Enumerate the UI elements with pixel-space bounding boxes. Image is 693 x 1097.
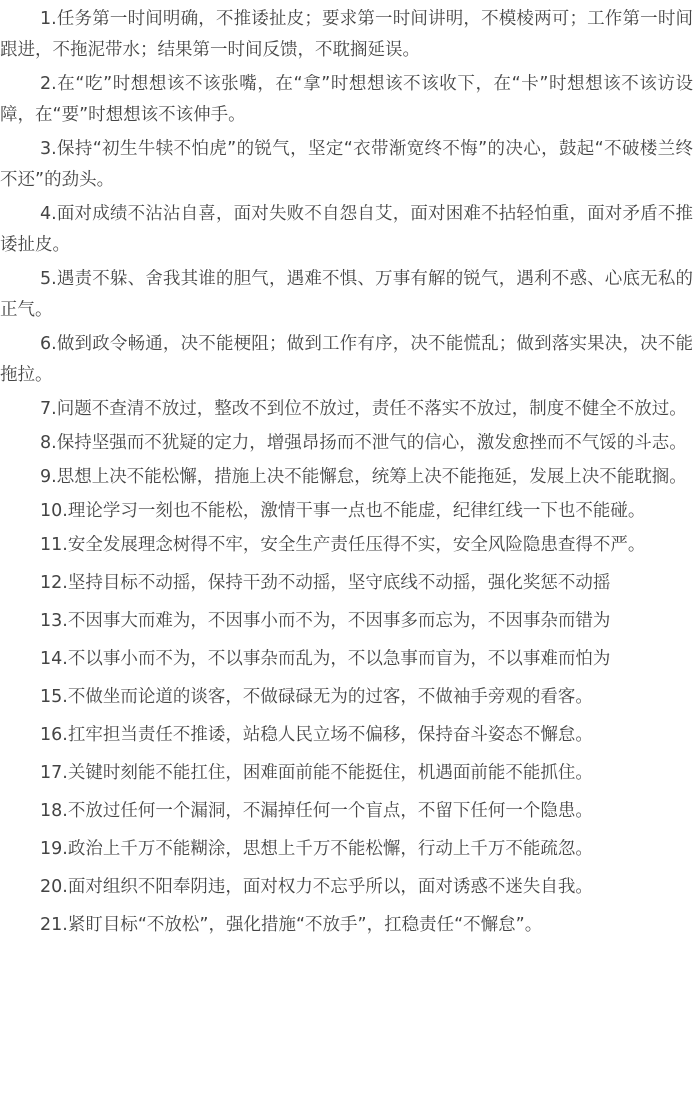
list-item-17: 17.关键时刻能不能扛住，困难面前能不能挺住，机遇面前能不能抓住。 [40,763,593,783]
list-item-13: 13.不因事大而难为，不因事小而不为，不因事多而忘为，不因事杂而错为 [40,611,611,631]
list-item-21: 21.紧盯目标“不放松”，强化措施“不放手”，扛稳责任“不懈怠”。 [40,915,543,935]
list-item-5: 5.遇责不躲、舍我其谁的胆气，遇难不惧、万事有解的锐气，遇利不惑、心底无私的正气。 [0,269,693,320]
list-item-19: 19.政治上千万不能糊涂，思想上千万不能松懈，行动上千万不能疏忽。 [40,839,593,859]
list-item-3: 3.保持“初生牛犊不怕虎”的锐气，坚定“衣带渐宽终不悔”的决心，鼓起“不破楼兰终不还”的劲头。 [0,139,693,190]
list-item-15: 15.不做坐而论道的谈客，不做碌碌无为的过客，不做袖手旁观的看客。 [40,687,593,707]
list-item-10: 10.理论学习一刻也不能松，激情干事一点也不能虚，纪律红线一下也不能碰。 [40,501,646,521]
list-item-11: 11.安全发展理念树得不牢，安全生产责任压得不实，安全风险隐患查得不严。 [40,535,646,555]
list-item-1: 1.任务第一时间明确，不推诿扯皮；要求第一时间讲明，不模棱两可；工作第一时间跟进，不拖泥带水；结果第一时间反馈，不耽搁延误。 [0,9,693,60]
list-item-6: 6.做到政令畅通，决不能梗阻；做到工作有序，决不能慌乱；做到落实果决，决不能拖拉。 [0,334,693,385]
list-item-4: 4.面对成绩不沾沾自喜，面对失败不自怨自艾，面对困难不拈轻怕重，面对矛盾不推诿扯皮。 [0,204,693,255]
list-item-7: 7.问题不查清不放过，整改不到位不放过，责任不落实不放过，制度不健全不放过。 [40,399,687,419]
list-item-14: 14.不以事小而不为，不以事杂而乱为，不以急事而盲为，不以事难而怕为 [40,649,611,669]
list-item-12: 12.坚持目标不动摇，保持干劲不动摇，坚守底线不动摇，强化奖惩不动摇 [40,573,611,593]
list-item-9: 9.思想上决不能松懈，措施上决不能懈怠，统筹上决不能拖延，发展上决不能耽搁。 [40,467,687,487]
list-item-8: 8.保持坚强而不犹疑的定力，增强昂扬而不泄气的信心，激发愈挫而不气馁的斗志。 [40,433,687,453]
list-item-2: 2.在“吃”时想想该不该张嘴，在“拿”时想想该不该收下，在“卡”时想想该不该访设障，在“要”时想想该不该伸手。 [0,74,693,125]
list-item-18: 18.不放过任何一个漏洞，不漏掉任何一个盲点，不留下任何一个隐患。 [40,801,593,821]
list-item-20: 20.面对组织不阳奉阴违，面对权力不忘乎所以，面对诱惑不迷失自我。 [40,877,593,897]
list-item-16: 16.扛牢担当责任不推诿，站稳人民立场不偏移，保持奋斗姿态不懈怠。 [40,725,593,745]
